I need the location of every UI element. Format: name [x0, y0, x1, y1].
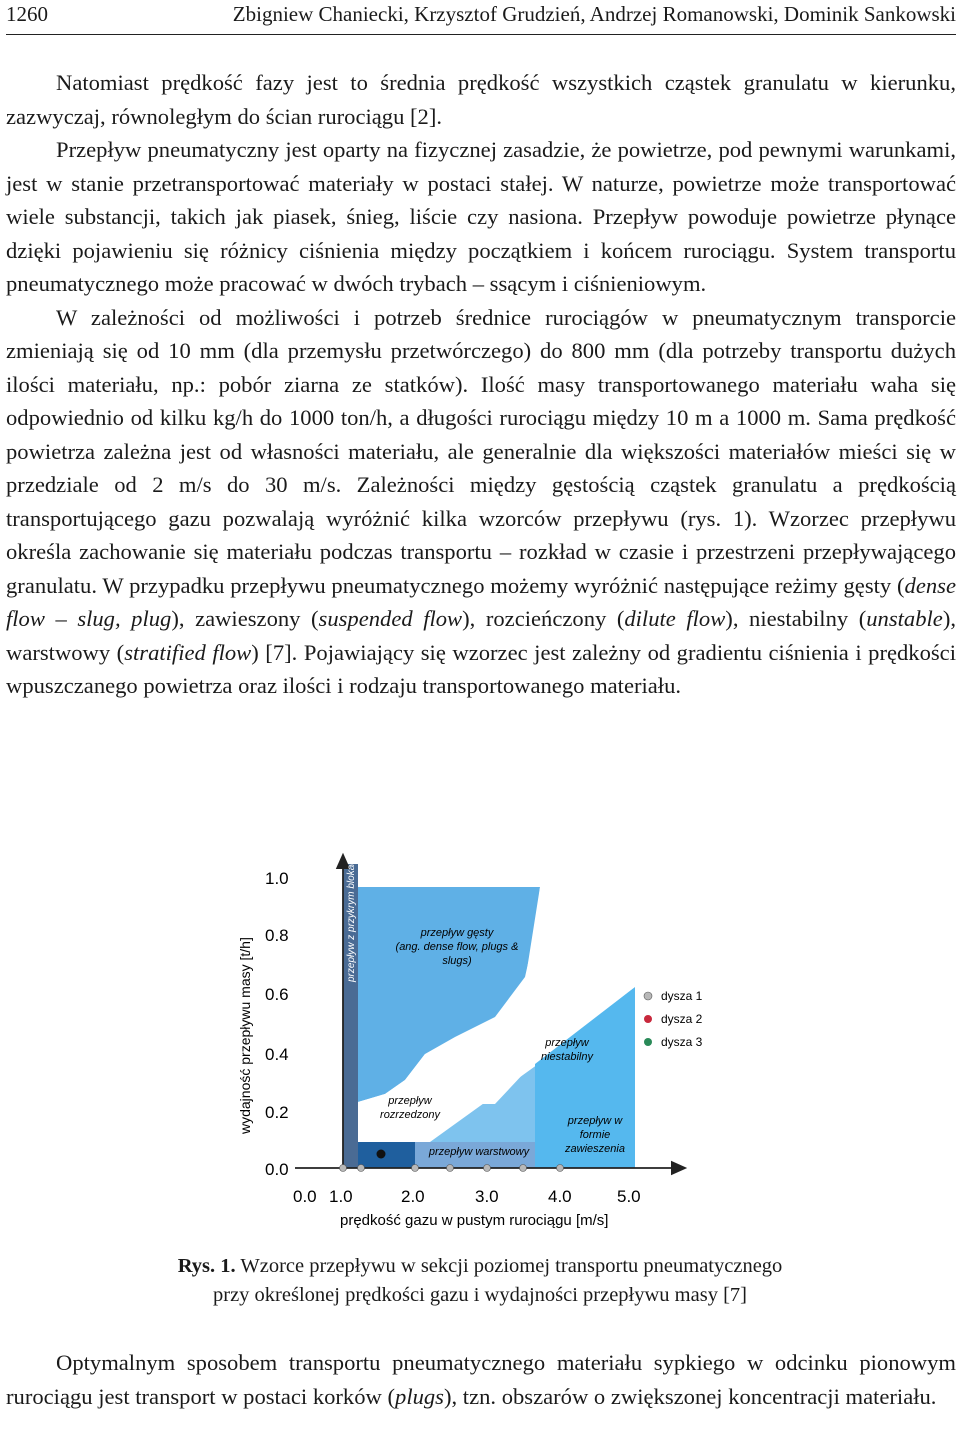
flow-pattern-figure [225, 842, 735, 1237]
flow-pattern-diagram [225, 842, 735, 1237]
label-dilute: rozrzedzony [380, 1109, 440, 1121]
label-dense: (ang. dense flow, plugs & [395, 941, 519, 953]
data-point [484, 1165, 491, 1172]
x-tick: 2.0 [401, 1187, 425, 1206]
data-point [340, 1165, 347, 1172]
y-tick: 0.4 [265, 1045, 289, 1064]
label-suspended: zawieszenia [565, 1143, 625, 1155]
x-axis-label: prędkość gazu w pustym rurociągu [m/s] [340, 1212, 609, 1229]
region-dilute-dark [358, 1142, 415, 1168]
x-tick: 3.0 [475, 1187, 499, 1206]
label-unstable: niestabilny [541, 1051, 593, 1063]
data-point [520, 1165, 527, 1172]
caption-label: Rys. 1. [177, 1255, 236, 1277]
legend-label: dysza 2 [661, 1012, 703, 1026]
data-point [358, 1165, 365, 1172]
paragraph-4: Optymalnym sposobem transportu pneumatycznego materiału sypkiego w odcinku pionowym rurociągu jest transport w postaci korków (plugs), tzn. obszarów o zwiększonej koncentracji materiału. [6, 1350, 956, 1409]
legend-marker [644, 1015, 652, 1023]
y-tick: 0.8 [265, 926, 289, 945]
label-dilute: przepływ [388, 1095, 432, 1107]
running-authors: Zbigniew Chaniecki, Krzysztof Grudzień, Andrzej Romanowski, Dominik Sankowski [232, 2, 956, 26]
caption-line-2: przy określonej prędkości gazu i wydajności przepływu masy [7] [213, 1284, 747, 1306]
data-point [377, 1150, 386, 1159]
data-point [557, 1165, 564, 1172]
legend-label: dysza 1 [661, 989, 703, 1003]
label-unstable: przepływ [545, 1037, 589, 1049]
y-tick: 1.0 [265, 869, 289, 888]
x-tick: 1.0 [329, 1187, 353, 1206]
y-axis-label: wydajność przepływu masy [t/h] [237, 937, 253, 1134]
label-blocked: przepływ z przykrym blokady [346, 854, 357, 982]
label-suspended: przepływ w [567, 1115, 623, 1127]
caption-line-1: Wzorce przepływu w sekcji poziomej transportu pneumatycznego [240, 1255, 783, 1277]
legend-label: dysza 3 [661, 1035, 703, 1049]
y-tick: 0.6 [265, 985, 289, 1004]
label-dense: slugs) [442, 955, 472, 967]
y-tick: 0.2 [265, 1103, 289, 1122]
page-header [6, 0, 956, 35]
label-stratified: przepływ warstwowy [428, 1146, 530, 1158]
data-point [412, 1165, 419, 1172]
body-text-top [6, 66, 956, 703]
figure-caption [0, 1252, 960, 1310]
data-point [447, 1165, 454, 1172]
x-tick: 0.0 [293, 1187, 317, 1206]
label-dense: przepływ gęsty [420, 927, 494, 939]
paragraph-2: Przepływ pneumatyczny jest oparty na fizycznej zasadzie, że powietrze, pod pewnymi warunkami, jest w stanie przetransportować materiały w postaci stałej. W naturze, powietrze może transportować wiele substancji, takich jak piasek, śnieg, liście czy nasiona. Przepływ powoduje powietrze płynące dzięki pojawieniu się różnicy ciśnienia między początkiem i końcem rurociągu. System transportu pneumatycznego może pracować w dwóch trybach – ssącym i ciśnieniowym. [6, 137, 956, 296]
paragraph-3: W zależności od możliwości i potrzeb średnice rurociągów w pneumatycznym transporcie zmieniają się od 10 mm (dla przemysłu przetwórczego) do 800 mm (dla potrzeby transportu dużych ilości materiału, np.: pobór ziarna ze statków). Ilość masy transportowanego materiału waha się odpowiednio od kilku kg/h do 1000 ton/h, a długości rurociągu między 10 m a 1000 m. Sama prędkość powietrza zależna jest od własności materiału, ale generalnie dla większości materiałów mieści się w przedziale od 2 m/s do 30 m/s. Zależności między gęstością cząstek granulatu a prędkością transportującego gazu pozwalają wyróżnić kilka wzorców przepływu (rys. 1). Wzorzec przepływu określa zachowanie się materiału podczas transportu – rozkład w czasie i przestrzeni przepływającego granulatu. W przypadku przepływu pneumatycznego możemy wyróżnić następujące reżimy gęsty (dense flow – slug, plug), zawieszony (suspended flow), rozcieńczony (dilute flow), niestabilny (unstable), warstwowy (stratified flow) [7]. Pojawiający się wzorzec jest zależny od gradientu ciśnienia i prędkości wpuszczanego powietrza oraz ilości i rodzaju transportowanego materiału. [6, 304, 956, 698]
body-text-bottom [6, 1346, 956, 1413]
legend-marker [644, 1038, 652, 1046]
y-tick: 0.0 [265, 1160, 289, 1179]
x-tick: 4.0 [548, 1187, 572, 1206]
page-number: 1260 [6, 2, 48, 26]
label-suspended: formie [579, 1129, 611, 1141]
paragraph-1: Natomiast prędkość fazy jest to średnia prędkość wszystkich cząstek granulatu w kierunku, zazwyczaj, równoległym do ścian rurociągu [2]. [6, 70, 956, 129]
x-tick: 5.0 [617, 1187, 641, 1206]
legend-marker [644, 992, 652, 1000]
